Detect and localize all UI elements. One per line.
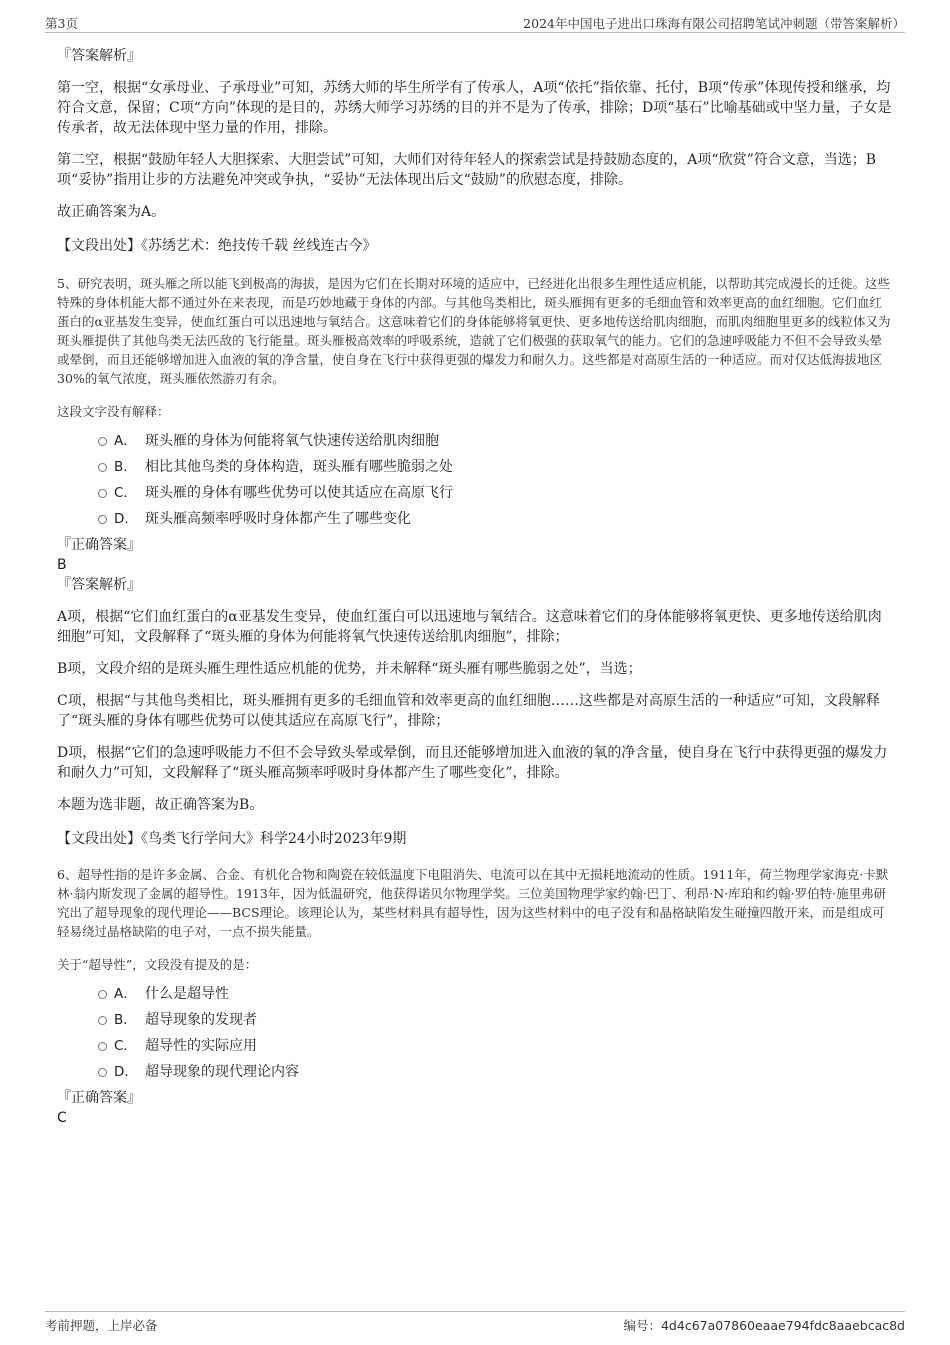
q6-option-a[interactable]: [57, 984, 893, 1010]
q4-analysis-p2: 第二空，根据“鼓励年轻人大胆探索、大胆尝试”可知，大师们对待年轻人的探索尝试是持鼓励态度的，A项“欣赏”符合文意，当选；B项“妥协”指用让步的方法避免冲突或争执，“妥协”无法体现出后文“鼓励”的欣慰态度，排除。: [57, 152, 877, 188]
q5-analysis-a: A项，根据“它们血红蛋白的α亚基发生变异，使血红蛋白可以迅速地与氧结合。这意味着它们的身体能够将氧更快、更多地传送给肌肉细胞”可知，文段解释了“斑头雁的身体为何能将氧气快速传送给肌肉细胞”，排除；: [57, 609, 882, 645]
footer-code-label: 编号：: [623, 1318, 661, 1333]
radio-icon[interactable]: [98, 990, 107, 999]
q6-passage: 6、超导性指的是许多金属、合金、有机化合物和陶瓷在较低温度下电阻消失、电流可以在其中无损耗地流动的性质。1911年，荷兰物理学家海克·卡默林·翁内斯发现了金属的超导性。1913年，因为低温研究，他获得诺贝尔物理学奖。三位美国物理学家约翰·巴丁、利昂·N·库珀和约翰·罗伯特·施里弗研究出了超导现象的现代理论——BCS理论。该理论认为，某些材料具有超导性，因为这些材料中的电子没有和晶格缺陷发生碰撞四散开来，而是组成可轻易绕过晶格缺陷的电子对，一点不损失能量。: [57, 867, 889, 939]
radio-icon[interactable]: [98, 437, 107, 446]
option-text: 斑头雁的身体为何能将氧气快速传送给肌肉细胞: [145, 433, 439, 449]
q5-prompt: 这段文字没有解释：: [57, 404, 170, 419]
q5-passage: 5、研究表明，斑头雁之所以能飞到极高的海拔，是因为它们在长期对环境的适应中，已经进化出很多生理性适应机能，以帮助其完成漫长的迁徙。这些特殊的身体机能大都不通过外在来表现，而是巧妙地藏于身体的内部。与其他鸟类相比，斑头雁拥有更多的毛细血管和效率更高的血红细胞。它们血红蛋白的α亚基发生变异，使血红蛋白可以迅速地与氧结合。这意味着它们的身体能够将氧更快、更多地传送给肌肉细胞，而肌肉细胞里更多的线粒体又为斑头雁提供了其他鸟类无法匹敌的飞行能量。斑头雁极高效率的呼吸系统，造就了它们极强的获取氧气的能力。它们的急速呼吸能力不但不会导致头晕或晕倒，而且还能够增加进入血液的氧的净含量，使自身在飞行中获得更强的爆发力和耐久力。这些都是对高原生活的一种适应。而对仅达低海拔地区30%的氧气浓度，斑头雁依然游刃有余。: [57, 276, 891, 386]
q5-option-a[interactable]: [57, 431, 893, 457]
q5-source: 【文段出处】《鸟类飞行学问大》科学24小时2023年9期: [57, 831, 407, 847]
q5-correct-label: 『正确答案』: [57, 537, 141, 553]
q5-option-b[interactable]: [57, 457, 893, 483]
page-number: 第3页: [45, 16, 78, 31]
q6-option-c[interactable]: [57, 1036, 893, 1062]
q6-correct-label: 『正确答案』: [57, 1090, 141, 1106]
option-text: 斑头雁高频率呼吸时身体都产生了哪些变化: [145, 511, 411, 527]
option-letter: B．: [114, 459, 137, 475]
q5-correct-answer: B: [57, 557, 67, 573]
q4-analysis-conclusion: 故正确答案为A。: [57, 204, 166, 220]
q6-prompt: 关于“超导性”，文段没有提及的是：: [57, 957, 258, 972]
q4-source: 【文段出处】《苏绣艺术：绝技传千载 丝线连古今》: [57, 238, 377, 254]
document-title: 2024年中国电子进出口珠海有限公司招聘笔试冲刺题（带答案解析）: [523, 16, 905, 31]
page-footer: [45, 1311, 905, 1334]
option-text: 超导性的实际应用: [145, 1038, 257, 1054]
radio-icon[interactable]: [98, 463, 107, 472]
radio-icon[interactable]: [98, 1042, 107, 1051]
footer-code: [623, 1316, 905, 1334]
option-letter: D．: [114, 1064, 138, 1080]
option-letter: A．: [114, 433, 137, 449]
q6-option-b[interactable]: [57, 1010, 893, 1036]
option-text: 超导现象的现代理论内容: [145, 1064, 299, 1080]
document-content: [57, 46, 893, 1128]
option-text: 斑头雁的身体有哪些优势可以使其适应在高原飞行: [145, 485, 453, 501]
q5-options: [57, 431, 893, 535]
q5-option-c[interactable]: [57, 483, 893, 509]
q5-analysis-d: D项，根据“它们的急速呼吸能力不但不会导致头晕或晕倒，而且还能够增加进入血液的氧的净含量，使自身在飞行中获得更强的爆发力和耐久力”可知，文段解释了“斑头雁高频率呼吸时身体都产生了哪些变化”，排除。: [57, 745, 888, 781]
q5-analysis-conclusion: 本题为选非题，故正确答案为B。: [57, 797, 264, 813]
q6-correct-answer: C: [57, 1110, 67, 1126]
q5-analysis-c: C项，根据“与其他鸟类相比，斑头雁拥有更多的毛细血管和效率更高的血红细胞……这些都是对高原生活的一种适应”可知，文段解释了“斑头雁的身体有哪些优势可以使其适应在高原飞行”，排除；: [57, 693, 881, 729]
page-header: [45, 14, 905, 33]
q5-analysis-label: 『答案解析』: [57, 577, 141, 593]
option-letter: C．: [114, 1038, 137, 1054]
q5-analysis-b: B项，文段介绍的是斑头雁生理性适应机能的优势，并未解释“斑头雁有哪些脆弱之处”，当选；: [57, 661, 642, 677]
radio-icon[interactable]: [98, 515, 107, 524]
q6-option-d[interactable]: [57, 1062, 893, 1088]
option-letter: C．: [114, 485, 137, 501]
option-text: 超导现象的发现者: [145, 1012, 257, 1028]
footer-slogan: 考前押题，上岸必备: [45, 1318, 158, 1333]
radio-icon[interactable]: [98, 489, 107, 498]
q4-analysis-p1: 第一空，根据“女承母业、子承母业”可知，苏绣大师的毕生所学有了传承人，A项“依托”指依靠、托付，B项“传承”体现传授和继承，均符合文意，保留；C项“方向”体现的是目的，苏绣大师学习苏绣的目的并不是为了传承，排除；D项“基石”比喻基础或中坚力量，子女是传承者，故无法体现中坚力量的作用，排除。: [57, 80, 892, 136]
option-text: 相比其他鸟类的身体构造，斑头雁有哪些脆弱之处: [145, 459, 453, 475]
option-letter: D．: [114, 511, 138, 527]
q4-analysis-label: 『答案解析』: [57, 48, 141, 64]
option-letter: B．: [114, 1012, 137, 1028]
q6-options: [57, 984, 893, 1088]
radio-icon[interactable]: [98, 1068, 107, 1077]
option-text: 什么是超导性: [145, 986, 229, 1002]
option-letter: A．: [114, 986, 137, 1002]
q5-option-d[interactable]: [57, 509, 893, 535]
radio-icon[interactable]: [98, 1016, 107, 1025]
footer-code-value: 4d4c67a07860eaae794fdc8aaebcac8d: [660, 1318, 905, 1333]
